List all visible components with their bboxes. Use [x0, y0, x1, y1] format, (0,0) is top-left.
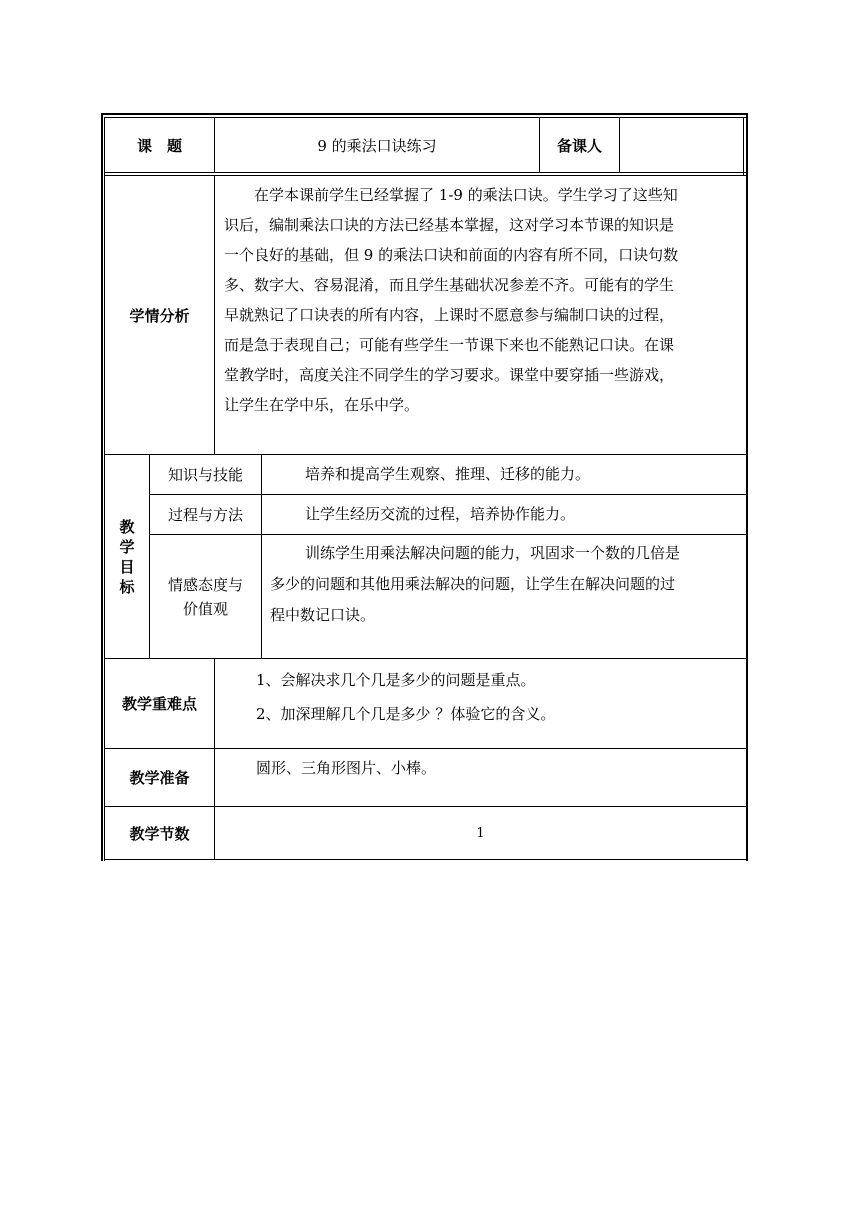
goal-emotion-label — [150, 535, 261, 658]
goal-emotion-content — [270, 538, 742, 631]
goals-label-char: 目 — [119, 557, 135, 576]
keypoints-label: 教学重难点 — [121, 695, 197, 713]
preparation-label: 教学准备 — [129, 769, 190, 787]
topic-value: 9 的乘法口诀练习 — [317, 136, 437, 155]
analysis-line: 多、数字大、容易混淆，而且学生基础状况参差不齐。可能有的学生 — [224, 276, 675, 294]
goal-process-label: 过程与方法 — [167, 506, 243, 524]
goals-divider-b — [261, 455, 262, 659]
goal-knowledge-label: 知识与技能 — [167, 466, 243, 484]
goal-emotion-label-line: 价值观 — [182, 599, 228, 618]
goals-label-char: 教 — [119, 517, 135, 536]
analysis-line: 一个良好的基础，但 9 的乘法口诀和前面的内容有所不同，口诀句数 — [224, 246, 679, 264]
table-border-left-outer — [101, 113, 103, 861]
periods-content: 1 — [476, 825, 485, 841]
goal-emotion-line: 程中数记口诀。 — [270, 606, 376, 624]
analysis-line: 识后，编制乘法口诀的方法已经基本掌握，这对学习本节课的知识是 — [224, 216, 675, 234]
preparer-value — [620, 118, 743, 172]
analysis-line: 早就熟记了口诀表的所有内容，上课时不愿意参与编制口诀的过程， — [224, 306, 675, 324]
goals-label-char: 标 — [119, 577, 135, 596]
table-border-top-outer — [101, 113, 748, 115]
goal-process-content: 让学生经历交流的过程，培养协作能力。 — [305, 505, 576, 523]
preparation-content: 圆形、三角形图片、小棒。 — [256, 759, 437, 777]
analysis-divider — [214, 176, 215, 454]
preparer-label: 备课人 — [556, 136, 602, 155]
periods-label: 教学节数 — [129, 824, 190, 843]
analysis-text — [224, 180, 742, 420]
analysis-line: 堂教学时，高度关注不同学生的学习要求。课堂中要穿插一些游戏， — [224, 366, 675, 384]
keypoint-item: 1、会解决求几个几是多少的问题是重点。 — [256, 671, 536, 689]
table-border-right-inner — [743, 117, 744, 175]
analysis-line: 让学生在学中乐，在乐中学。 — [224, 396, 420, 414]
header-bottom-1 — [104, 172, 746, 173]
table-bottom — [104, 859, 746, 860]
table-border-right-outer — [746, 113, 748, 861]
goal-knowledge-content: 培养和提高学生观察、推理、迁移的能力。 — [305, 465, 591, 483]
goal-emotion-line: 训练学生用乘法解决问题的能力，巩固求一个数的几倍是 — [305, 544, 681, 562]
analysis-line: 而是急于表现自己；可能有些学生一节课下来也不能熟记口诀。在课 — [224, 336, 675, 354]
goal-emotion-line: 多少的问题和其他用乘法解决的问题，让学生在解决问题的过 — [270, 575, 676, 593]
keypoint-item: 2、加深理解几个几是多少 ？体验它的含义。 — [256, 705, 556, 723]
topic-label: 课 题 — [136, 136, 182, 155]
goal-emotion-label-line: 情感态度与 — [167, 575, 243, 594]
keypoints-list — [256, 663, 741, 731]
analysis-line: 在学本课前学生已经掌握了 1-9 的乘法口诀。学生学习了这些知 — [254, 186, 678, 204]
goals-label-char: 学 — [119, 537, 135, 556]
goals-label — [105, 455, 149, 658]
analysis-label: 学情分析 — [129, 306, 190, 325]
